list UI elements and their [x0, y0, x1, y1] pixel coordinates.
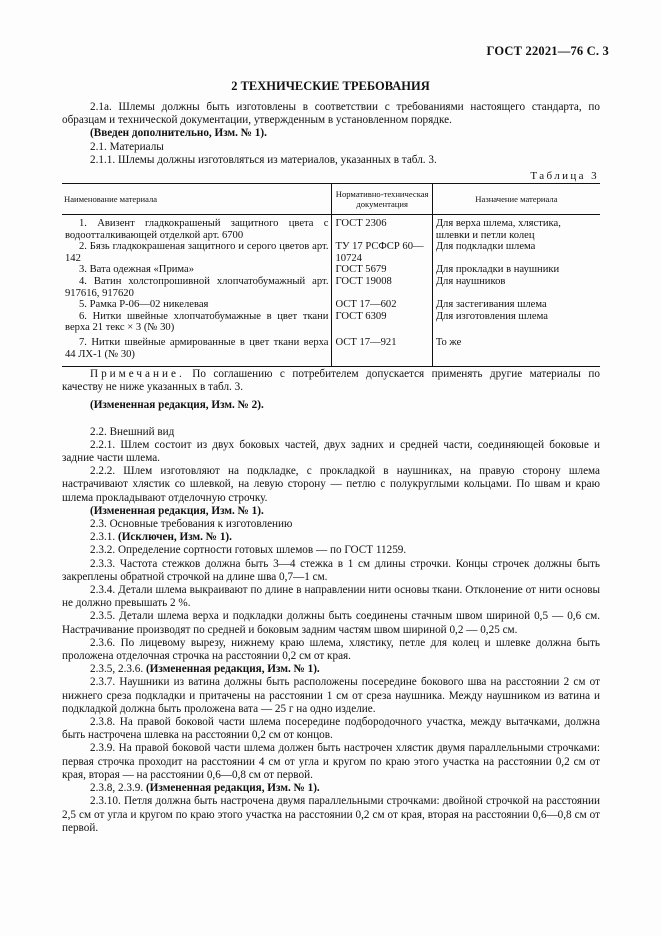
paragraph-2-2-2: 2.2.2. Шлем изготовляют на подкладке, с прокладкой в наушниках, на правую сторону шлема настрачивают хлястик со шлевкой, на левую сторону — петлю с полукруглыми кольцами. По швам и краю шлема прокладывают отделочную строчку.: [62, 465, 600, 504]
paragraph-2-3-5-6-rev: [62, 663, 600, 676]
amendment-note: (Введен дополнительно, Изм. № 1).: [90, 127, 267, 140]
table-cell-name: 5. Рамка Р-06—02 никелевая: [79, 299, 209, 311]
paragraph-2-3-1: [62, 531, 600, 544]
table-cell-doc: ГОСТ 5679: [332, 264, 432, 276]
table-cell-name: 4. Ватин холстопрошивной хлопчатобумажный арт. 917616, 917620: [65, 275, 329, 299]
table-cell-purpose: Для прокладки в наушники: [432, 264, 600, 276]
paragraph-2-3-5: 2.3.5. Детали шлема верха и подкладки должны быть соединены стачным швом шириной 0,5 — 0,6 см. Настрачивание производят по средней и боковым задним частям швом шириной 0,2 — 0,25 см.: [62, 610, 600, 636]
paragraph-number: 2.3.1.: [90, 531, 116, 544]
table-note: [62, 368, 600, 394]
table-cell-name: 3. Вата одежная «Прима»: [79, 264, 195, 276]
table-cell-purpose: То же: [432, 334, 600, 367]
paragraph-2-3-2: 2.3.2. Определение сортности готовых шлемов — по ГОСТ 11259.: [90, 544, 407, 557]
table-header-doc: Нормативно-техническая документация: [332, 184, 432, 215]
table-cell-name: 1. Авизент гладкокрашеный защитного цвета с водоотталкивающей отделкой арт. 6700: [65, 218, 329, 241]
table-row: [62, 334, 600, 367]
revision-note: (Измененная редакция, Изм. № 1).: [145, 782, 320, 795]
table-cell-name: 6. Нитки швейные хлопчатобумажные в цвет ткани верха 21 текс × 3 (№ 30): [65, 310, 329, 334]
table-cell-name: 7. Нитки швейные армированные в цвет ткани верха 44 ЛХ-1 (№ 30): [62, 334, 332, 367]
subsection-requirements: [62, 518, 600, 531]
table-row: [62, 299, 600, 311]
table-note-label: Примечание.: [90, 368, 185, 380]
subsection-materials: [62, 141, 600, 154]
revision-note: (Измененная редакция, Изм. № 1).: [90, 504, 264, 517]
paragraph-number: 2.3.8, 2.3.9.: [90, 782, 144, 795]
table-row: [62, 276, 600, 299]
text-block-top: [62, 101, 600, 167]
table-header-purpose: Назначение материала: [432, 184, 600, 215]
revision-note: (Измененная редакция, Изм. № 2).: [90, 399, 264, 412]
table-cell-name: 2. Бязь гладкокрашеная защитного и серого цветов арт. 142: [65, 241, 329, 264]
table-cell-purpose: Для верха шлема, хлястика, шлевки и петли колец: [432, 215, 600, 242]
table-header-name: Наименование материала: [62, 184, 332, 215]
subsection-requirements-text: 2.3. Основные требования к изготовлению: [90, 518, 293, 531]
paragraph-2-3-8-9-rev: [62, 782, 600, 795]
paragraph-2-3-4: 2.3.4. Детали шлема выкраивают по длине в направлении нити основы ткани. Отклонение от нити основы не должно превышать 2 %.: [62, 584, 600, 610]
paragraph-2-3-10: 2.3.10. Петля должна быть настрочена двумя параллельными строчками: двойной строчкой на расстоянии 2,5 см от угла и кругом по краю этого участка на расстоянии 0,2 см от края, вторая на расстоянии 0,6—0,8 см от первой.: [62, 795, 600, 834]
table-cell-doc: ГОСТ 6309: [332, 311, 432, 334]
table-row: [62, 264, 600, 276]
paragraph-2-2-1: 2.2.1. Шлем состоит из двух боковых частей, двух задних и средней части, соединяющей боковые и задние части шлема.: [62, 438, 600, 465]
table-header-row: [62, 184, 600, 215]
table-note-text: По соглашению с потребителем допускается применять другие материалы по качеству не ниже указанных в табл. 3.: [62, 368, 600, 394]
materials-table: [62, 183, 600, 367]
table-cell-purpose: Для изготовления шлема: [432, 311, 600, 334]
table-cell-purpose: Для наушников: [432, 276, 600, 299]
page-header: ГОСТ 22021—76 С. 3: [486, 44, 609, 58]
text-block-main: [62, 368, 600, 835]
paragraph-2-1-1: 2.1.1. Шлемы должны изготовляться из материалов, указанных в табл. 3.: [90, 153, 437, 166]
paragraph-2-1a: 2.1а. Шлемы должны быть изготовлены в соответствии с требованиями настоящего стандарта, по образцам и технической документации, утвержденным в установленном порядке.: [62, 101, 600, 127]
table-row: [62, 215, 600, 242]
table-cell-doc: ГОСТ 19008: [332, 276, 432, 299]
paragraph-number: 2.3.5, 2.3.6.: [90, 663, 144, 676]
paragraph-2-3-3: 2.3.3. Частота стежков должна быть 3—4 стежка в 1 см длины строчки. Концы строчек должны быть закреплены обратной строчкой на длине шва 0,7—1 см.: [62, 557, 600, 583]
table-cell-doc: ТУ 17 РСФСР 60—10724: [332, 241, 432, 264]
table-cell-doc: ОСТ 17—602: [332, 299, 432, 311]
table-cell-purpose: Для застегивания шлема: [432, 299, 600, 311]
table-row: [62, 311, 600, 334]
excluded-note: (Исключен, Изм. № 1).: [117, 531, 232, 544]
paragraph-2-3-6: 2.3.6. По лицевому вырезу, нижнему краю шлема, хлястику, петле для колец и шлевке должна быть проложена отделочная строчка на расстоянии 0,2 см от края.: [62, 636, 600, 663]
revision-note: (Измененная редакция, Изм. № 1).: [145, 663, 320, 676]
paragraph-2-3-9: 2.3.9. На правой боковой части шлема должен быть настрочен хлястик двумя параллельными строчками: первая строчка проходит на расстоянии 4 см от угла и кругом по краю этого участка на расстоянии 0,2 см от края, вторая — на расстоянии 0,6—0,8 см от первой.: [62, 742, 600, 781]
table-cell-purpose: Для подкладки шлема: [432, 241, 600, 264]
paragraph-2-3-7: 2.3.7. Наушники из ватина должны быть расположены посередине бокового шва на расстоянии 2 см от нижнего среза подкладки и притачены на расстоянии 1 см от среза наушника. Между наушником из ватина и подкладкой должна быть проложена вата — 25 г на одно изделие.: [62, 676, 600, 715]
subsection-appearance-text: 2.2. Внешний вид: [90, 425, 175, 438]
subsection-appearance: [62, 426, 600, 439]
table-cell-doc: ГОСТ 2306: [332, 215, 432, 242]
section-title: 2 ТЕХНИЧЕСКИЕ ТРЕБОВАНИЯ: [231, 79, 430, 93]
table-row: [62, 241, 600, 264]
subsection-materials-text: 2.1. Материалы: [90, 140, 164, 153]
table-title: Таблица 3: [530, 170, 599, 182]
paragraph-2-3-8: 2.3.8. На правой боковой части шлема посередине подбородочного участка, между вытачками, должна быть настрочена шлевка на расстоянии 0,2 см от концов.: [62, 716, 600, 742]
table-cell-doc: ОСТ 17—921: [332, 334, 432, 367]
